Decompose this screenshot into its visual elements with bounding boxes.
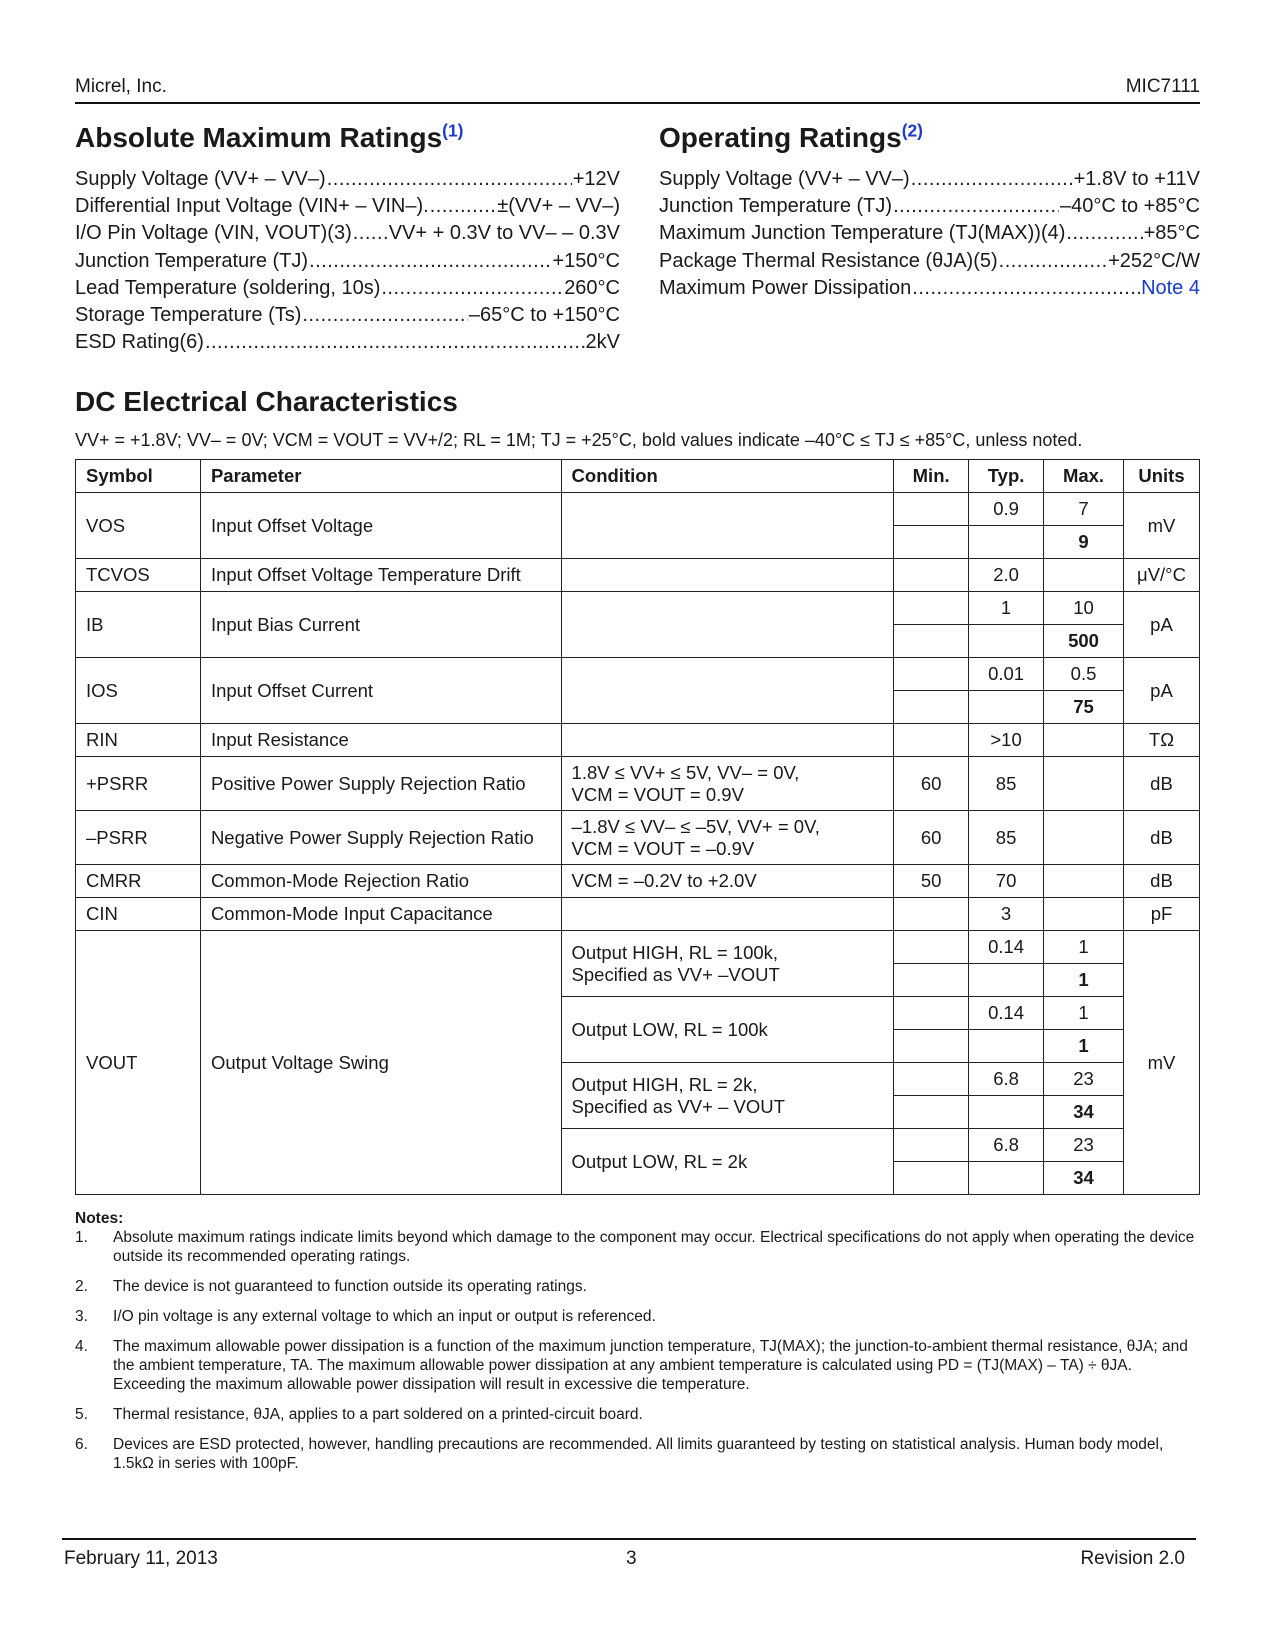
column-header: Max. <box>1044 460 1124 493</box>
typ-cell: 6.8 <box>969 1129 1044 1162</box>
dc-characteristics-table <box>75 459 1200 1195</box>
notes-title: Notes: <box>75 1210 124 1227</box>
max-cell <box>1044 559 1124 592</box>
parameter-cell: Common-Mode Rejection Ratio <box>200 865 561 898</box>
max-cell <box>1044 757 1124 811</box>
units-cell: mV <box>1123 931 1199 1195</box>
note-item: 6. Devices are ESD protected, however, handling precautions are recommended. All limits guaranteed by testing on statistical analysis. Human body model, 1.5kΩ in series with 100pF. <box>75 1436 1164 1472</box>
header-part-number: MIC7111 <box>1125 76 1200 97</box>
min-cell: 60 <box>894 757 969 811</box>
units-cell: μV/°C <box>1123 559 1199 592</box>
min-cell: 50 <box>894 865 969 898</box>
symbol-cell: CIN <box>76 898 201 931</box>
typ-cell: 70 <box>969 865 1044 898</box>
footer-revision: Revision 2.0 <box>1080 1548 1185 1569</box>
typ-cell: 0.14 <box>969 997 1044 1030</box>
typ-cell <box>969 1162 1044 1195</box>
parameter-cell: Positive Power Supply Rejection Ratio <box>200 757 561 811</box>
typ-cell <box>969 691 1044 724</box>
max-cell <box>1044 724 1124 757</box>
condition-cell: 1.8V ≤ VV+ ≤ 5V, VV– = 0V, VCM = VOUT = 0.9V <box>561 757 894 811</box>
symbol-cell: IB <box>76 592 201 658</box>
max-cell <box>1044 865 1124 898</box>
max-cell: 23 <box>1044 1063 1124 1096</box>
op-rating-row: Package Thermal Resistance (θJA)(5) ..... +252°C/W <box>659 250 1200 277</box>
symbol-cell: RIN <box>76 724 201 757</box>
abs-max-row: Lead Temperature (soldering, 10s) ..... 260°C <box>75 277 620 304</box>
note-4-link[interactable]: Note 4 <box>1141 276 1200 299</box>
min-cell <box>894 1162 969 1195</box>
condition-cell <box>561 724 894 757</box>
max-cell: 9 <box>1044 526 1124 559</box>
min-cell <box>894 592 969 625</box>
typ-cell <box>969 625 1044 658</box>
column-header: Typ. <box>969 460 1044 493</box>
typ-cell: 85 <box>969 811 1044 865</box>
abs-max-row: I/O Pin Voltage (VIN, VOUT)(3) ..... VV+ + 0.3V to VV– – 0.3V <box>75 222 620 249</box>
min-cell: 60 <box>894 811 969 865</box>
note-item: 5. Thermal resistance, θJA, applies to a part soldered on a printed-circuit board. <box>75 1406 643 1423</box>
table-header-row <box>76 460 1200 493</box>
note-item: 4. The maximum allowable power dissipation is a function of the maximum junction temperature, TJ(MAX); the junction-to-ambient thermal resistance, θJA; and the ambient temperature, TA. The maximum allowable power dissipation at any ambient temperature is calculated using PD = (TJ(MAX) – TA) ÷ θJA. Exceeding the maximum allowable power dissipation will result in excessive die temperature. <box>75 1338 1188 1393</box>
condition-cell: Output LOW, RL = 100k <box>561 997 894 1063</box>
op-rating-row: Supply Voltage (VV+ – VV–) ..... +1.8V to +11V <box>659 168 1200 195</box>
min-cell <box>894 658 969 691</box>
typ-cell: 6.8 <box>969 1063 1044 1096</box>
min-cell <box>894 625 969 658</box>
op-rating-row: Maximum Junction Temperature (TJ(MAX))(4) ..... +85°C <box>659 222 1200 249</box>
typ-cell: 85 <box>969 757 1044 811</box>
min-cell <box>894 691 969 724</box>
symbol-cell: TCVOS <box>76 559 201 592</box>
max-cell: 1 <box>1044 997 1124 1030</box>
max-cell: 500 <box>1044 625 1124 658</box>
max-cell: 7 <box>1044 493 1124 526</box>
abs-max-row: Junction Temperature (TJ) ..... +150°C <box>75 250 620 277</box>
table-row <box>76 658 1200 691</box>
column-header: Parameter <box>200 460 561 493</box>
max-cell: 34 <box>1044 1162 1124 1195</box>
units-cell: pA <box>1123 658 1199 724</box>
symbol-cell: CMRR <box>76 865 201 898</box>
max-cell: 75 <box>1044 691 1124 724</box>
condition-cell: Output HIGH, RL = 100k, Specified as VV+ –VOUT <box>561 931 894 997</box>
abs-max-row: ESD Rating(6) ..... 2kV <box>75 331 620 358</box>
max-cell <box>1044 811 1124 865</box>
symbol-cell: IOS <box>76 658 201 724</box>
min-cell <box>894 559 969 592</box>
max-cell: 34 <box>1044 1096 1124 1129</box>
max-cell: 23 <box>1044 1129 1124 1162</box>
parameter-cell: Input Bias Current <box>200 592 561 658</box>
parameter-cell: Input Offset Current <box>200 658 561 724</box>
note-item: 3. I/O pin voltage is any external voltage to which an input or output is referenced. <box>75 1308 656 1325</box>
parameter-cell: Common-Mode Input Capacitance <box>200 898 561 931</box>
units-cell: mV <box>1123 493 1199 559</box>
condition-cell <box>561 898 894 931</box>
units-cell: pA <box>1123 592 1199 658</box>
table-row <box>76 865 1200 898</box>
table-row <box>76 898 1200 931</box>
symbol-cell: VOUT <box>76 931 201 1195</box>
abs-max-footnote-link[interactable]: (1) <box>442 120 464 141</box>
typ-cell <box>969 1096 1044 1129</box>
min-cell <box>894 931 969 964</box>
page-number: 3 <box>626 1548 637 1569</box>
units-cell: pF <box>1123 898 1199 931</box>
min-cell <box>894 724 969 757</box>
typ-cell: >10 <box>969 724 1044 757</box>
max-cell: 1 <box>1044 964 1124 997</box>
parameter-cell: Input Offset Voltage <box>200 493 561 559</box>
parameter-cell: Input Offset Voltage Temperature Drift <box>200 559 561 592</box>
min-cell <box>894 1096 969 1129</box>
table-row <box>76 559 1200 592</box>
symbol-cell: VOS <box>76 493 201 559</box>
abs-max-row: Differential Input Voltage (VIN+ – VIN–). ..... ±(VV+ – VV–) <box>75 195 620 222</box>
condition-cell <box>561 559 894 592</box>
typ-cell: 0.01 <box>969 658 1044 691</box>
typ-cell <box>969 526 1044 559</box>
footer-divider <box>62 1538 1196 1540</box>
condition-cell: Output HIGH, RL = 2k, Specified as VV+ – VOUT <box>561 1063 894 1129</box>
symbol-cell: +PSRR <box>76 757 201 811</box>
units-cell: TΩ <box>1123 724 1199 757</box>
max-cell: 1 <box>1044 1030 1124 1063</box>
table-row <box>76 931 1200 964</box>
min-cell <box>894 526 969 559</box>
min-cell <box>894 493 969 526</box>
condition-cell: VCM = –0.2V to +2.0V <box>561 865 894 898</box>
min-cell <box>894 1030 969 1063</box>
min-cell <box>894 1063 969 1096</box>
typ-cell: 3 <box>969 898 1044 931</box>
typ-cell <box>969 1030 1044 1063</box>
condition-cell: –1.8V ≤ VV– ≤ –5V, VV+ = 0V, VCM = VOUT = –0.9V <box>561 811 894 865</box>
table-row <box>76 493 1200 526</box>
typ-cell: 1 <box>969 592 1044 625</box>
op-rating-row: Maximum Power Dissipation ..... Note 4 <box>659 277 1200 304</box>
column-header: Symbol <box>76 460 201 493</box>
max-cell: 1 <box>1044 931 1124 964</box>
column-header: Units <box>1123 460 1199 493</box>
min-cell <box>894 1129 969 1162</box>
parameter-cell: Negative Power Supply Rejection Ratio <box>200 811 561 865</box>
footer-date: February 11, 2013 <box>64 1548 218 1569</box>
min-cell <box>894 898 969 931</box>
table-row <box>76 592 1200 625</box>
max-cell: 0.5 <box>1044 658 1124 691</box>
op-ratings-list <box>659 168 1200 304</box>
table-row <box>76 757 1200 811</box>
parameter-cell: Input Resistance <box>200 724 561 757</box>
condition-cell: Output LOW, RL = 2k <box>561 1129 894 1195</box>
abs-max-row: Supply Voltage (VV+ – VV–) ..... +12V <box>75 168 620 195</box>
dc-title: DC Electrical Characteristics <box>75 386 458 417</box>
op-ratings-title: Operating Ratings$^{(2)}$ <box>659 120 923 153</box>
dc-conditions: VV+ = +1.8V; VV– = 0V; VCM = VOUT = VV+/2; RL = 1M; TJ = +25°C, bold values indicate –40°C ≤ TJ ≤ +85°C, unless noted. <box>75 430 1083 450</box>
parameter-cell: Output Voltage Swing <box>200 931 561 1195</box>
min-cell <box>894 997 969 1030</box>
header-divider <box>75 102 1200 104</box>
op-ratings-footnote-link[interactable]: (2) <box>901 120 923 141</box>
typ-cell: 0.9 <box>969 493 1044 526</box>
column-header: Min. <box>894 460 969 493</box>
note-item: 2. The device is not guaranteed to function outside its operating ratings. <box>75 1278 587 1295</box>
column-header: Condition <box>561 460 894 493</box>
abs-max-title: Absolute Maximum Ratings$^{(1)}$ <box>75 120 464 153</box>
units-cell: dB <box>1123 757 1199 811</box>
max-cell: 10 <box>1044 592 1124 625</box>
condition-cell <box>561 658 894 724</box>
condition-cell <box>561 592 894 658</box>
abs-max-row: Storage Temperature (Ts) ..... –65°C to +150°C <box>75 304 620 331</box>
typ-cell <box>969 964 1044 997</box>
table-row <box>76 811 1200 865</box>
op-rating-row: Junction Temperature (TJ) ..... –40°C to +85°C <box>659 195 1200 222</box>
symbol-cell: –PSRR <box>76 811 201 865</box>
min-cell <box>894 964 969 997</box>
table-row <box>76 724 1200 757</box>
units-cell: dB <box>1123 811 1199 865</box>
abs-max-list <box>75 168 620 358</box>
units-cell: dB <box>1123 865 1199 898</box>
typ-cell: 0.14 <box>969 931 1044 964</box>
header-company: Micrel, Inc. <box>75 76 167 97</box>
note-item: 1. Absolute maximum ratings indicate limits beyond which damage to the component may occur. Electrical specifications do not apply when operating the device outside its recommended operating ratings. <box>75 1229 1195 1265</box>
max-cell <box>1044 898 1124 931</box>
notes-section <box>75 1209 1200 1484</box>
condition-cell <box>561 493 894 559</box>
typ-cell: 2.0 <box>969 559 1044 592</box>
